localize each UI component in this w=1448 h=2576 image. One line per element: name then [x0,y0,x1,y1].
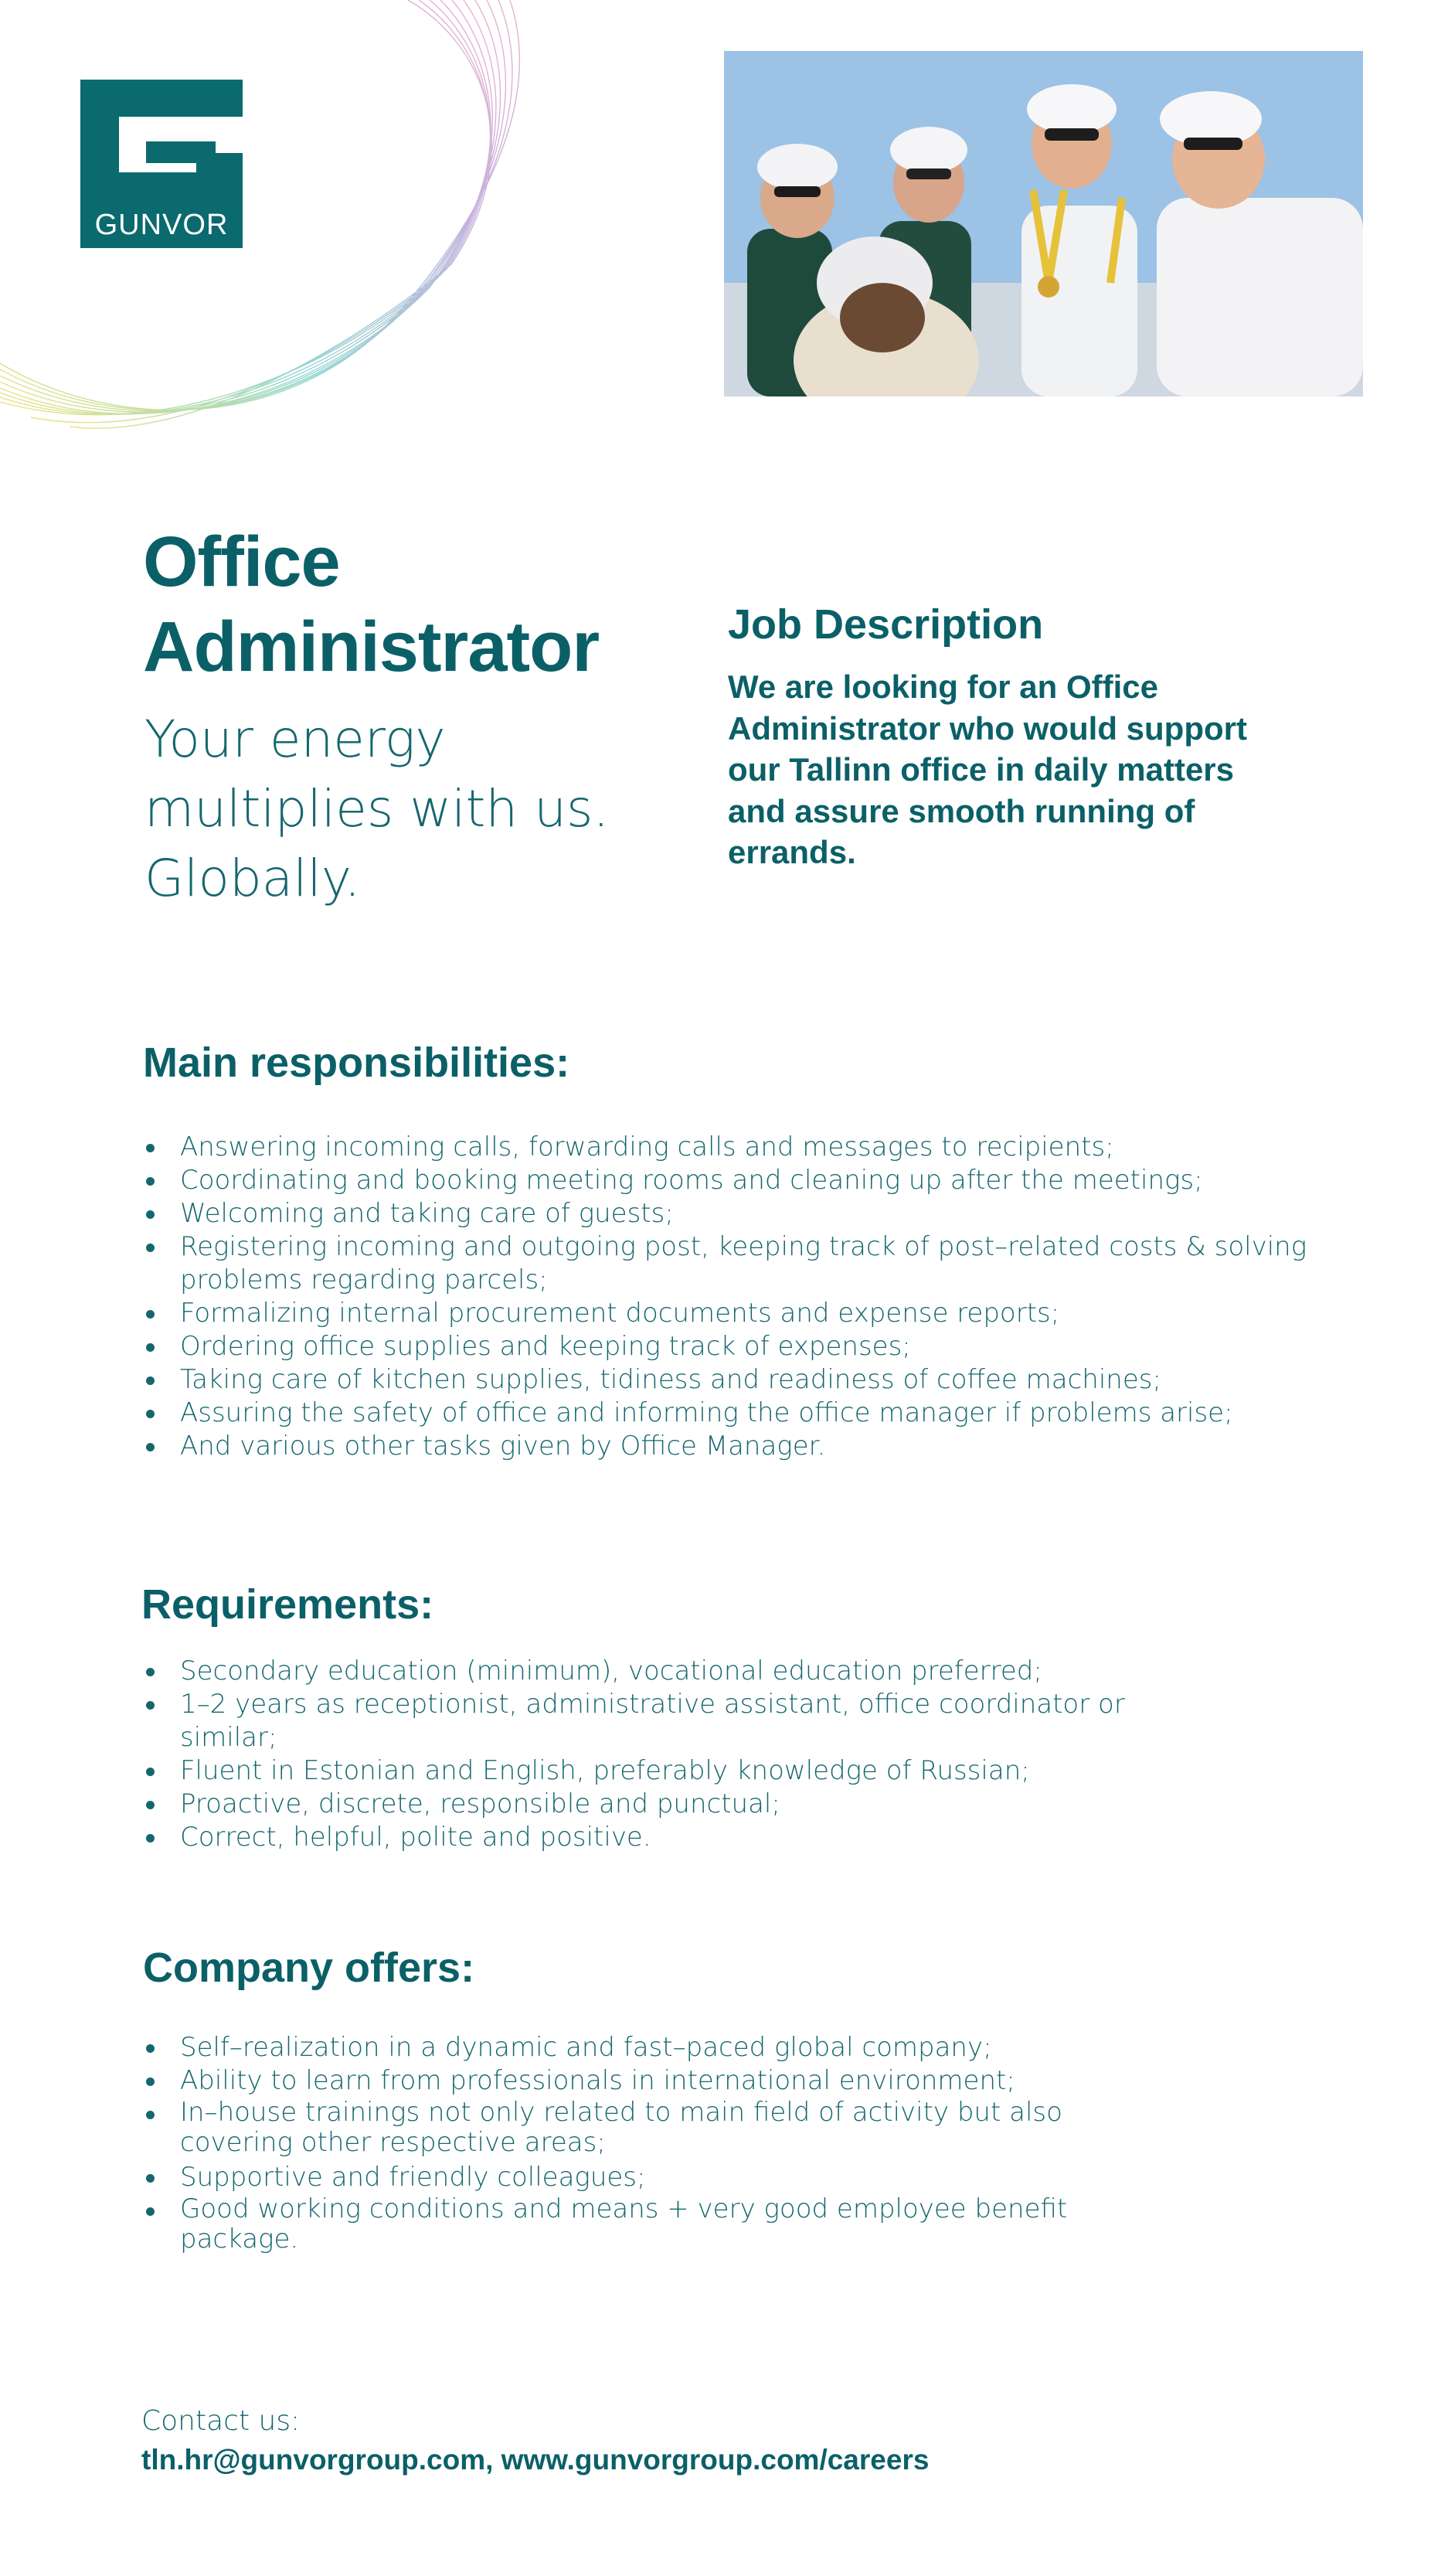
list-item: Coordinating and booking meeting rooms and cleaning up after the meetings; [143,1164,1317,1197]
list-item: Ability to learn from professionals in international environment; [143,2064,1147,2098]
gunvor-logo[interactable] [80,80,243,248]
list-item: Assuring the safety of office and informing the office manager if problems arise; [143,1397,1317,1430]
logo-text: GUNVOR [94,209,229,241]
company-offers-heading: Company offers: [143,1945,475,1991]
list-item: Self–realization in a dynamic and fast–paced global company; [143,2031,1147,2064]
contact-label: Contact us: [141,2405,301,2437]
list-item: Proactive, discrete, responsible and punctual; [143,1788,1209,1821]
job-title-line2: Administrator [143,607,600,686]
job-description-heading: Job Description [728,601,1044,648]
list-item: Correct, helpful, polite and positive. [143,1821,1209,1854]
responsibilities-heading: Main responsibilities: [143,1040,570,1086]
job-description-text: We are looking for an Office Administrator who would support our Tallinn office in daily matters and assure smooth running of errands. [728,669,1247,870]
list-item: Welcoming and taking care of guests; [143,1197,1317,1230]
list-item: In–house trainings not only related to main field of activity but also covering other respective areas; [143,2098,1147,2158]
tagline [144,705,685,914]
list-item: Ordering office supplies and keeping track of expenses; [143,1330,1317,1363]
requirements-heading: Requirements: [141,1581,434,1628]
job-title-line1: Office [143,522,340,601]
tagline-line2: multiplies with us. [144,779,610,839]
tagline-line3: Globally. [144,849,361,908]
list-item: Supportive and friendly colleagues; [143,2161,1147,2194]
company-offers-list [143,2031,1147,2258]
responsibilities-list [143,1131,1317,1463]
list-item: Registering incoming and outgoing post, keeping track of post–related costs & solving problems regarding parcels; [143,1230,1317,1297]
tagline-line1: Your energy [144,710,446,769]
header-photo [724,51,1363,396]
requirements-list [143,1655,1209,1854]
list-item: Formalizing internal procurement documents and expense reports; [143,1297,1317,1330]
list-item: 1–2 years as receptionist, administrative assistant, office coordinator or similar; [143,1688,1209,1754]
list-item: Good working conditions and means + very good employee benefit package. [143,2194,1147,2254]
list-item: And various other tasks given by Office Manager. [143,1430,1317,1463]
list-item: Answering incoming calls, forwarding calls and messages to recipients; [143,1131,1317,1164]
job-title [143,519,684,689]
list-item: Secondary education (minimum), vocational education preferred; [143,1655,1209,1688]
contact-links[interactable]: tln.hr@gunvorgroup.com, www.gunvorgroup.com/careers [141,2444,930,2476]
list-item: Fluent in Estonian and English, preferably knowledge of Russian; [143,1754,1209,1788]
list-item: Taking care of kitchen supplies, tidiness and readiness of coffee machines; [143,1363,1317,1397]
